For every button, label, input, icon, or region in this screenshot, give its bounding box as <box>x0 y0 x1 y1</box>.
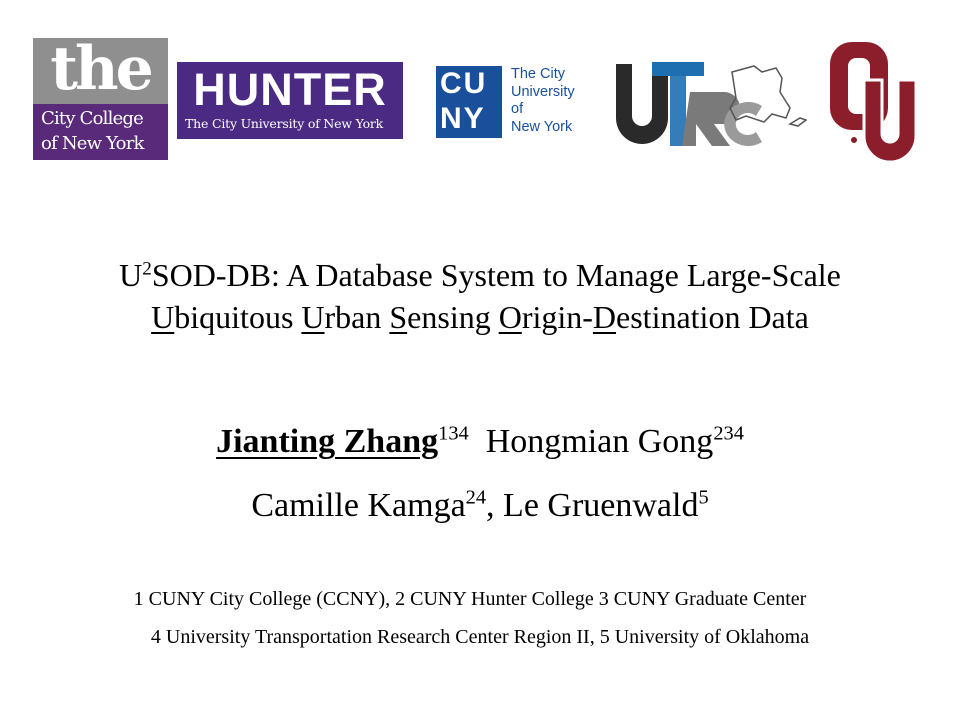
oklahoma-ou-logo-icon <box>824 40 920 162</box>
ccny-logo-line2: of New York <box>41 133 144 154</box>
hunter-logo-tagline: The City University of New York <box>185 116 384 131</box>
ccny-logo-the: the <box>50 38 151 104</box>
acronym-letter-u1: U <box>151 299 175 335</box>
acronym-letter-d: D <box>592 299 617 335</box>
authors-line-2 <box>0 484 960 528</box>
utrc-logo-icon <box>612 58 807 150</box>
cuny-logo-box-top: CU <box>440 67 488 100</box>
acronym-letter-o: O <box>498 299 522 335</box>
acronym-letter-s: S <box>389 299 408 335</box>
cuny-logo-text-4: New York <box>511 118 573 135</box>
title-word-origin: rigin- <box>521 299 593 335</box>
title-line-2 <box>0 296 960 338</box>
title-u: U <box>119 257 143 293</box>
acronym-letter-u2: U <box>301 299 325 335</box>
cuny-logo-box-bottom: NY <box>440 102 486 135</box>
author-4-affil: 5 <box>698 486 709 509</box>
author-3-affil: 24 <box>465 486 487 509</box>
title-word-ubiquitous: biquitous <box>174 299 302 335</box>
title-superscript: 2 <box>142 258 152 280</box>
title-rest: SOD-DB: A Database System to Manage Large-Scale <box>151 257 841 293</box>
author-2-affil: 234 <box>713 422 744 445</box>
cuny-logo-text-1: The City <box>511 66 565 82</box>
affiliations-line-2: 4 University Transportation Research Center Region II, 5 University of Oklahoma <box>150 626 810 648</box>
cuny-logo-text-3: of <box>511 101 524 117</box>
ccny-logo <box>33 38 168 160</box>
author-presenter: Jianting Zhang <box>216 423 439 460</box>
author-3: Camille Kamga <box>251 487 466 524</box>
title-word-destination: estination Data <box>616 299 809 335</box>
author-4: Le Gruenwald <box>503 487 699 524</box>
cuny-logo <box>436 66 586 138</box>
title-word-urban: rban <box>324 299 390 335</box>
cuny-logo-box <box>436 66 502 138</box>
hunter-logo <box>177 62 403 139</box>
authors-line-1 <box>0 420 960 464</box>
ccny-logo-line1: City College <box>41 108 144 129</box>
author-2: Hongmian Gong <box>485 423 714 460</box>
ou-logo <box>824 40 920 162</box>
title-line-1 <box>0 254 960 296</box>
utrc-logo <box>612 58 807 150</box>
title-word-sensing: ensing <box>407 299 499 335</box>
affiliations-line-1: 1 CUNY City College (CCNY), 2 CUNY Hunter College 3 CUNY Graduate Center <box>133 588 807 610</box>
cuny-logo-text-2: University <box>511 83 575 100</box>
author-separator: , <box>486 487 504 524</box>
author-1-affil: 134 <box>438 422 469 445</box>
cuny-logo-text <box>511 66 586 136</box>
hunter-logo-word: HUNTER <box>193 64 387 115</box>
